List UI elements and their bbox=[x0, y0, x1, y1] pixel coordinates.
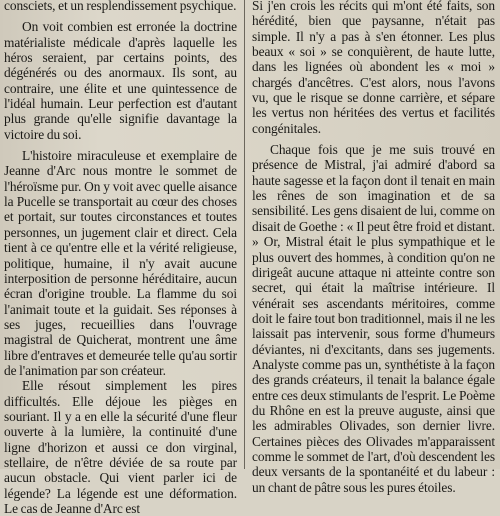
right-paragraph-1: Si j'en crois les récits qui m'ont été faits, son hérédité, bien que paysanne, n'était pas simple. Il n'y a pas à s'en étonner. Les plus beaux « soi » se conquièrent, de haute lutte, dans les lignées où abondent les « moi » chargés d'ancêtres. C'est alors, nous l'avons vu, que le risque se donne carrière, et sépare les vertus non héritées des vertus et facilités congénitales. bbox=[252, 0, 495, 136]
column-divider bbox=[244, 0, 245, 469]
left-paragraph-3: L'histoire miraculeuse et exemplaire de Jeanne d'Arc nous montre le sommet de l'héroïsme pur. On y voit avec quelle aisance la Pucelle se transportait au cœur des choses et portait, sur toutes circonstances et toutes personnes, un jugement clair et direct. Cela tient à ce qu'entre elle et la vérité religieuse, politique, humaine, il n'y avait aucune interposition de personne héréditaire, aucun écran d'origine trouble. La flamme du soi l'animait toute et la guidait. Ses réponses à ses juges, recueillies dans l'ouvrage magistral de Quicherat, montrent une âme libre d'entraves et demeurée telle qu'au sortir de l'animation par son créateur. bbox=[4, 148, 237, 378]
left-paragraph-2: On voit combien est erronée la doctrine matérialiste médicale d'après laquelle les héros seraient, par certains points, des dégénérés ou des anormaux. Ils sont, au contraire, une élite et une quintessence de l'idéal humain. Leur perfection est d'autant plus grande qu'elle signifie davantage la victoire du soi. bbox=[4, 19, 237, 142]
left-column bbox=[4, 0, 237, 516]
left-paragraph-4: Elle résout simplement les pires difficultés. Elle déjoue les pièges en souriant. Il y a en elle la sécurité d'une fleur ouverte à la lumière, la continuité d'une ligne d'horizon et aussi ce don virginal, stellaire, de n'être déviée de sa route par aucun obstacle. Qui vient parler ici de légende? La légende est une déformation. Le cas de Jeanne d'Arc est bbox=[4, 378, 237, 516]
right-column bbox=[252, 0, 495, 495]
right-paragraph-2: Chaque fois que je me suis trouvé en présence de Mistral, j'ai admiré d'abord sa haute sagesse et la façon dont il tenait en main les rênes de son imagination et de sa sensibilité. Les gens disaient de lui, comme on disait de Goethe : « Il peut être froid et distant. » Or, Mistral était le plus sympathique et le plus ouvert des hommes, à condition qu'on ne dirigeât aucune attaque ni atteinte contre son secret, qui était la maîtrise intérieure. Il vénérait ses ascendants méritoires, comme doit le faire tout bon traditionnel, mais il ne les laissait pas intervenir, sous forme d'humeurs déviantes, ni d'excitants, dans ses jugements. Analyste comme pas un, synthétiste à la façon des grands créateurs, il tenait la balance égale entre ces deux stimulants de l'esprit. Le Poème du Rhône en est la preuve auguste, ainsi que les admirables Olivades, son dernier livre. Certaines pièces des Olivades m'apparaissent comme le sommet de l'art, d'où descendent les deux versants de la spontanéité et du labeur : un chant de pâtre sous les pures étoiles. bbox=[252, 142, 495, 495]
left-paragraph-1: consciets, et un resplendissement psychique. bbox=[4, 0, 237, 13]
